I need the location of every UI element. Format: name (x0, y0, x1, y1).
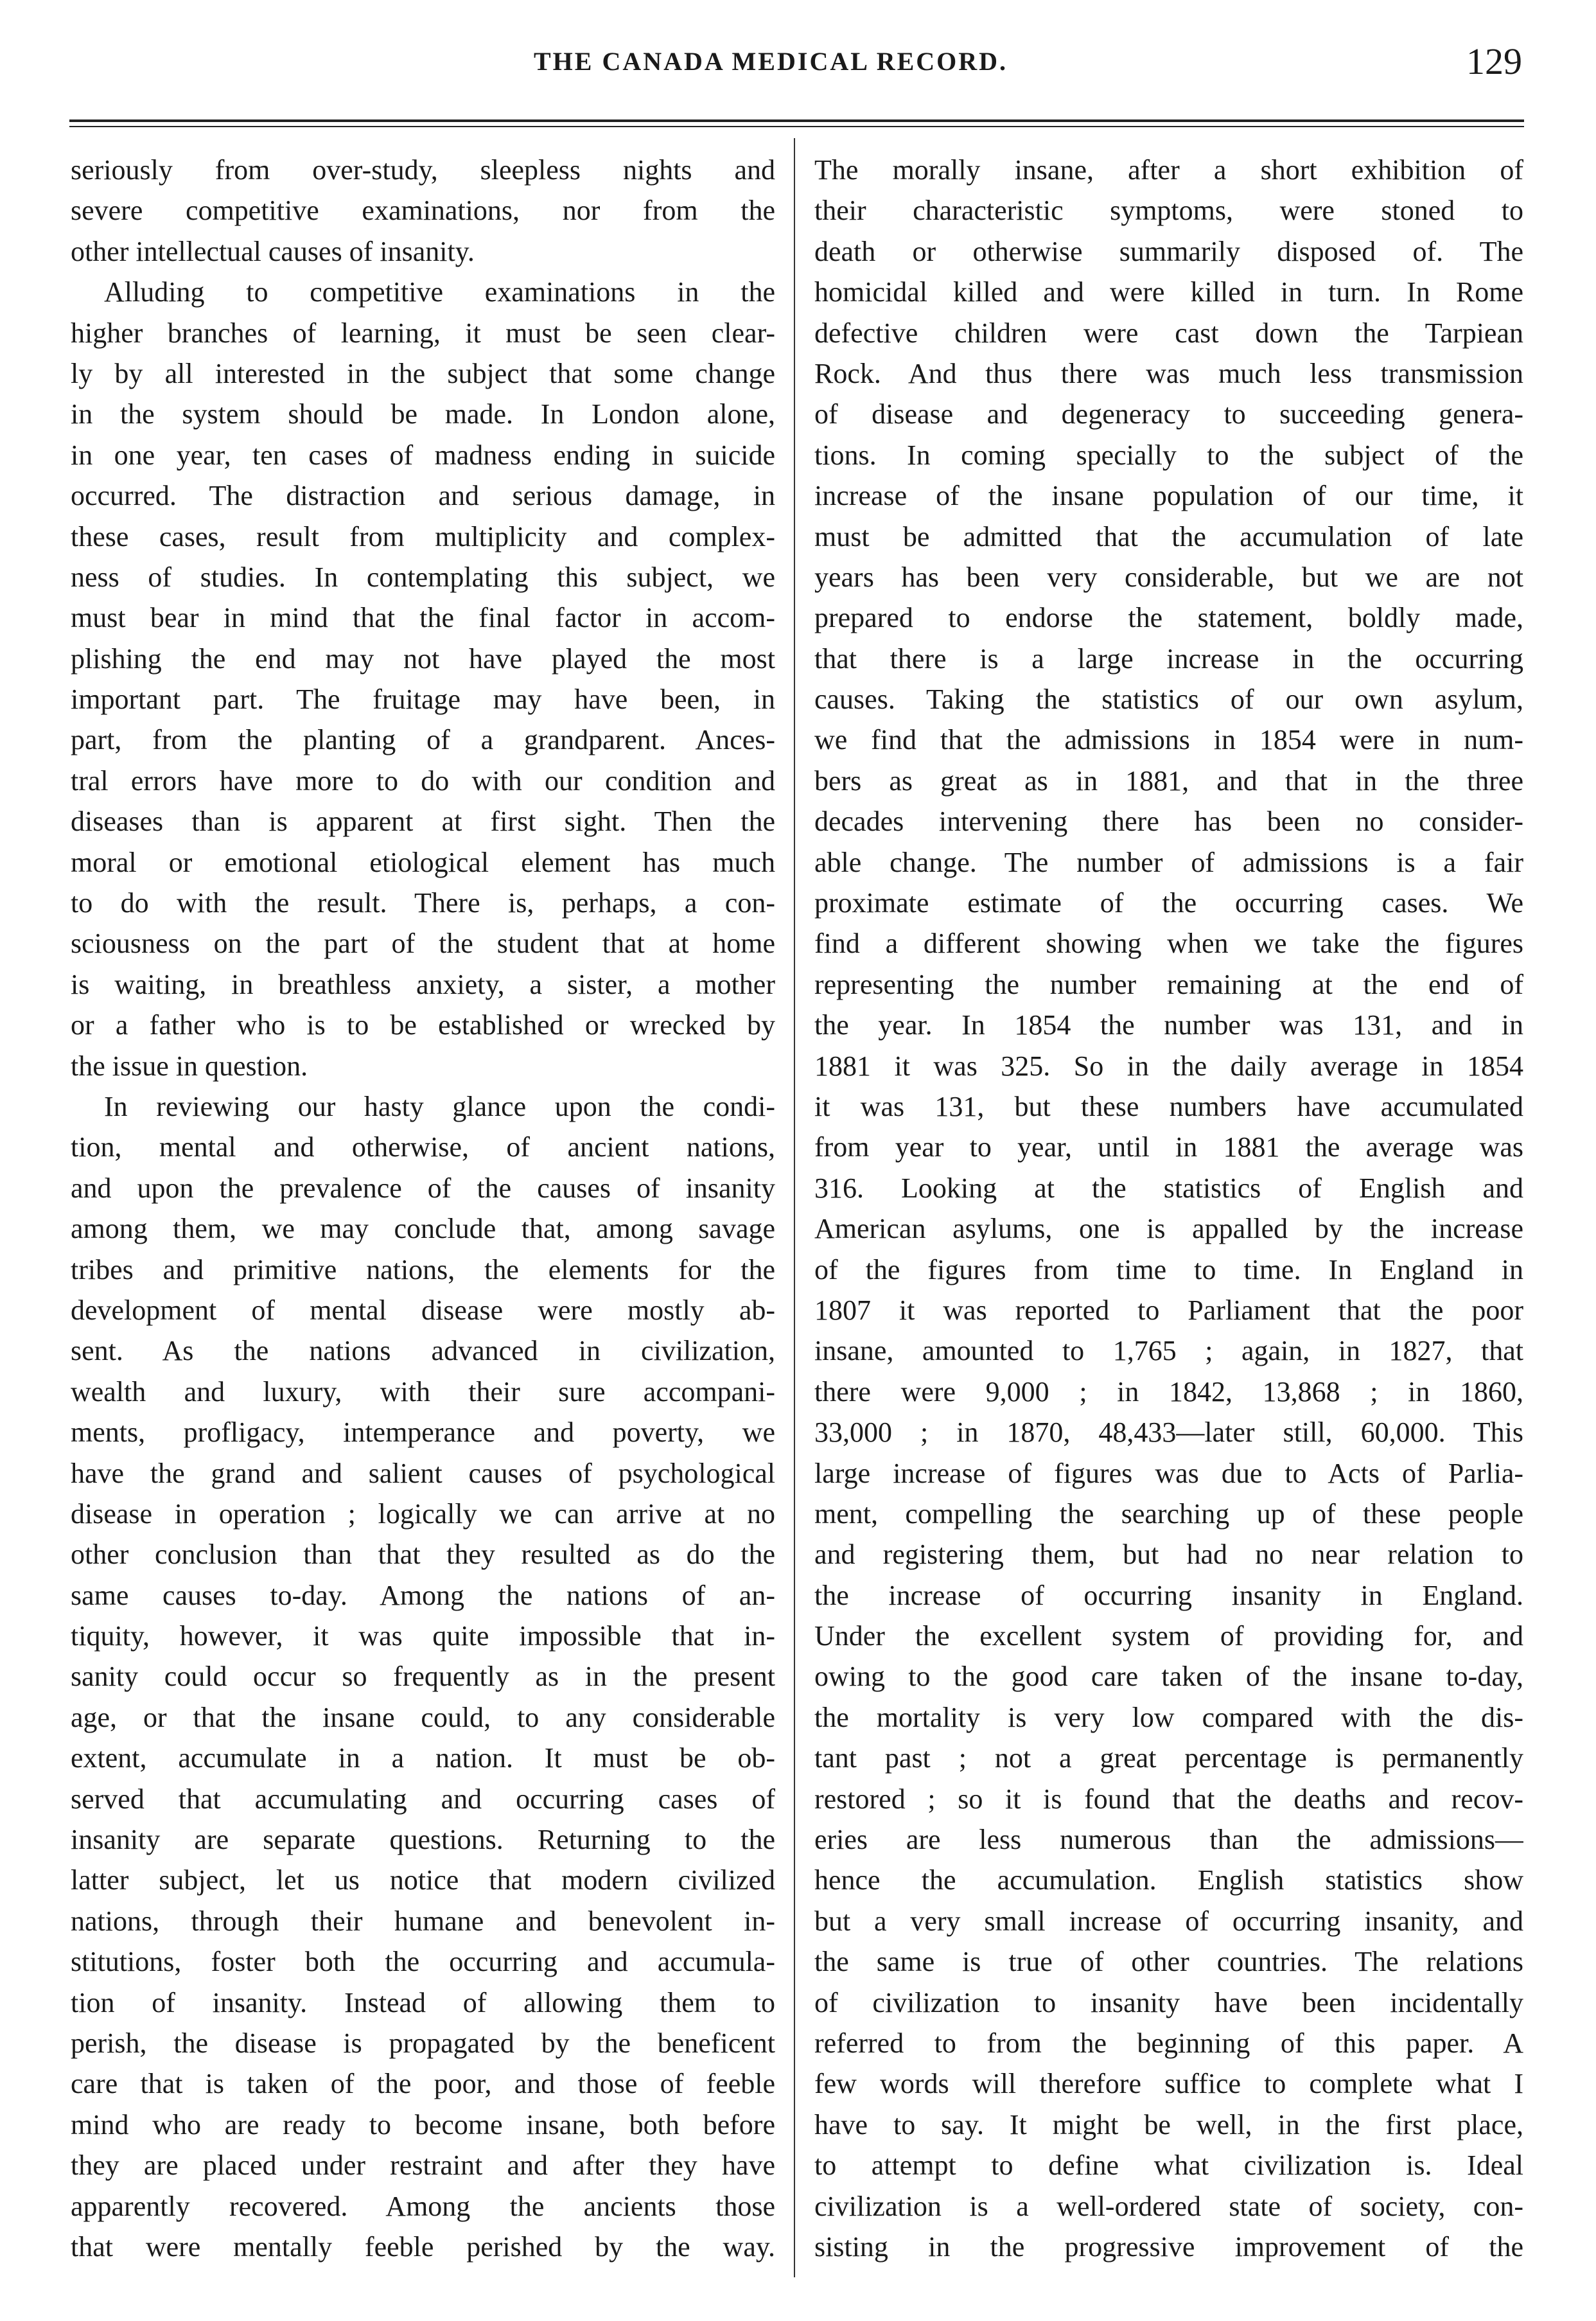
left-column-text-line: diseases than is apparent at first sight. Then the (71, 806, 775, 838)
left-column-text-line: important part. The fruitage may have been, in (71, 684, 775, 716)
right-column-text-line: 1881 it was 325. So in the daily average in 1854 (814, 1050, 1523, 1082)
right-column-text-line: there were 9,000 ; in 1842, 13,868 ; in 1860, (814, 1375, 1523, 1408)
right-column-text-line: prepared to endorse the statement, boldly made, (814, 602, 1523, 634)
left-column-text-line: other conclusion than that they resulted as do the (71, 1539, 775, 1571)
left-column-text-line: served that accumulating and occurring cases of (71, 1783, 775, 1815)
left-column-text-line: same causes to-day. Among the nations of an- (71, 1579, 775, 1611)
left-column-text-line: must bear in mind that the final factor in accom- (71, 602, 775, 634)
right-column-text-line: representing the number remaining at the end of (814, 968, 1523, 1000)
right-column-text-line: causes. Taking the statistics of our own asylum, (814, 684, 1523, 716)
running-head (0, 40, 1596, 91)
right-column-text-line: proximate estimate of the occurring cases. We (814, 887, 1523, 919)
left-column-text-line: In reviewing our hasty glance upon the condi- (104, 1090, 775, 1122)
left-column (71, 150, 775, 2267)
left-column-text-line: and upon the prevalence of the causes of insanity (71, 1172, 775, 1204)
left-column-text-line: is waiting, in breathless anxiety, a sister, a mother (71, 968, 775, 1000)
right-column-text-line: bers as great as in 1881, and that in the three (814, 764, 1523, 797)
right-column-text-line: Under the excellent system of providing for, and (814, 1620, 1523, 1652)
right-column-text-line: 316. Looking at the statistics of English and (814, 1172, 1523, 1204)
left-column-text-line: occurred. The distraction and serious damage, in (71, 480, 775, 512)
right-column-text-line: 33,000 ; in 1870, 48,433—later still, 60,000. This (814, 1416, 1523, 1449)
right-column-text-line: Rock. And thus there was much less transmission (814, 357, 1523, 389)
right-column-text-line: American asylums, one is appalled by the increase (814, 1213, 1523, 1245)
right-column-text-line: insane, amounted to 1,765 ; again, in 1827, that (814, 1335, 1523, 1367)
right-column-text-line: homicidal killed and were killed in turn. In Rome (814, 276, 1523, 308)
left-column-text-line: have the grand and salient causes of psychological (71, 1457, 775, 1489)
left-column-text-line: stitutions, foster both the occurring and accumula- (71, 1946, 775, 1978)
left-column-text-line: care that is taken of the poor, and those of feeble (71, 2068, 775, 2100)
left-column-text-line: tion, mental and otherwise, of ancient nations, (71, 1131, 775, 1163)
left-column-text-line: other intellectual causes of insanity. (71, 235, 475, 267)
right-column-text-line: owing to the good care taken of the insane to-day, (814, 1661, 1523, 1693)
right-column-text-line: the mortality is very low compared with the dis- (814, 1701, 1523, 1733)
left-column-text-line: they are placed under restraint and after they have (71, 2149, 775, 2182)
right-column-text-line: 1807 it was reported to Parliament that the poor (814, 1294, 1523, 1326)
left-column-text-line: age, or that the insane could, to any considerable (71, 1701, 775, 1733)
left-column-text-line: severe competitive examinations, nor from the (71, 195, 775, 227)
right-column-text-line: have to say. It might be well, in the first place, (814, 2108, 1523, 2140)
right-column-text-line: find a different showing when we take the figures (814, 928, 1523, 960)
right-column-text-line: restored ; so it is found that the deaths and recov- (814, 1783, 1523, 1815)
right-column (814, 150, 1523, 2267)
right-column-text-line: increase of the insane population of our time, it (814, 480, 1523, 512)
left-column-text-line: mind who are ready to become insane, both before (71, 2108, 775, 2140)
left-column-text-line: latter subject, let us notice that modern civilized (71, 1864, 775, 1896)
right-column-text-line: sisting in the progressive improvement of the (814, 2230, 1523, 2263)
right-column-text-line: tions. In coming specially to the subject of the (814, 439, 1523, 471)
right-column-text-line: large increase of figures was due to Acts of Parlia- (814, 1457, 1523, 1489)
left-column-text-line: extent, accumulate in a nation. It must be ob- (71, 1742, 775, 1774)
left-column-text-line: ly by all interested in the subject that some change (71, 357, 775, 389)
journal-title: THE CANADA MEDICAL RECORD. (533, 47, 1008, 76)
right-column-text-line: few words will therefore suffice to complete what I (814, 2068, 1523, 2100)
left-column-text-line: part, from the planting of a grandparent. Ances- (71, 724, 775, 756)
left-column-text-line: Alluding to competitive examinations in the (104, 276, 775, 308)
left-column-text-line: the issue in question. (71, 1050, 308, 1082)
right-column-text-line: defective children were cast down the Tarpiean (814, 317, 1523, 349)
right-column-text-line: but a very small increase of occurring insanity, and (814, 1905, 1523, 1937)
left-column-text-line: sent. As the nations advanced in civilization, (71, 1335, 775, 1367)
right-column-text-line: we find that the admissions in 1854 were in num- (814, 724, 1523, 756)
left-column-text-line: nations, through their humane and benevolent in- (71, 1905, 775, 1937)
right-column-text-line: referred to from the beginning of this paper. A (814, 2027, 1523, 2059)
right-column-text-line: must be admitted that the accumulation of late (814, 520, 1523, 552)
left-column-text-line: among them, we may conclude that, among savage (71, 1213, 775, 1245)
left-column-text-line: perish, the disease is propagated by the beneficent (71, 2027, 775, 2059)
left-column-text-line: in one year, ten cases of madness ending in suicide (71, 439, 775, 471)
right-column-text-line: the year. In 1854 the number was 131, and in (814, 1009, 1523, 1041)
left-column-text-line: or a father who is to be established or wrecked by (71, 1009, 775, 1041)
right-column-text-line: years has been very considerable, but we are not (814, 561, 1523, 593)
right-column-text-line: it was 131, but these numbers have accumulated (814, 1090, 1523, 1122)
right-column-text-line: The morally insane, after a short exhibition of (814, 154, 1523, 186)
left-column-text-line: sanity could occur so frequently as in the present (71, 1661, 775, 1693)
right-column-text-line: decades intervening there has been no consider- (814, 806, 1523, 838)
right-column-text-line: and registering them, but had no near relation to (814, 1539, 1523, 1571)
header-rule-thin (69, 126, 1524, 127)
right-column-text-line: from year to year, until in 1881 the average was (814, 1131, 1523, 1163)
left-column-text-line: ness of studies. In contemplating this subject, we (71, 561, 775, 593)
left-column-text-line: ments, profligacy, intemperance and poverty, we (71, 1416, 775, 1449)
left-column-text-line: moral or emotional etiological element has much (71, 846, 775, 878)
left-column-text-line: tion of insanity. Instead of allowing them to (71, 1986, 775, 2018)
left-column-text-line: higher branches of learning, it must be seen clear- (71, 317, 775, 349)
right-column-text-line: civilization is a well-ordered state of society, con- (814, 2190, 1523, 2222)
right-column-text-line: the same is true of other countries. The relations (814, 1946, 1523, 1978)
left-column-text-line: wealth and luxury, with their sure accompani- (71, 1375, 775, 1408)
right-column-text-line: hence the accumulation. English statistics show (814, 1864, 1523, 1896)
right-column-text-line: death or otherwise summarily disposed of. The (814, 235, 1523, 267)
right-column-text-line: to attempt to define what civilization is. Ideal (814, 2149, 1523, 2182)
left-column-text-line: tiquity, however, it was quite impossible that in- (71, 1620, 775, 1652)
right-column-text-line: of civilization to insanity have been incidentally (814, 1986, 1523, 2018)
left-column-text-line: seriously from over-study, sleepless nights and (71, 154, 775, 186)
header-rule-thick (69, 119, 1524, 122)
right-column-text-line: of the figures from time to time. In England in (814, 1253, 1523, 1285)
left-column-text-line: plishing the end may not have played the most (71, 642, 775, 675)
left-column-text-line: tribes and primitive nations, the elements for the (71, 1253, 775, 1285)
left-column-text-line: insanity are separate questions. Returning to the (71, 1824, 775, 1856)
left-column-text-line: tral errors have more to do with our condition and (71, 764, 775, 797)
right-column-text-line: tant past ; not a great percentage is permanently (814, 1742, 1523, 1774)
column-divider (794, 138, 795, 2277)
page-number: 129 (1466, 40, 1522, 82)
right-column-text-line: that there is a large increase in the occurring (814, 642, 1523, 675)
left-column-text-line: apparently recovered. Among the ancients those (71, 2190, 775, 2222)
right-column-text-line: the increase of occurring insanity in England. (814, 1579, 1523, 1611)
right-column-text-line: their characteristic symptoms, were stoned to (814, 195, 1523, 227)
left-column-text-line: that were mentally feeble perished by the way. (71, 2230, 775, 2263)
left-column-text-line: disease in operation ; logically we can arrive at no (71, 1497, 775, 1530)
left-column-text-line: in the system should be made. In London alone, (71, 398, 775, 430)
left-column-text-line: to do with the result. There is, perhaps, a con- (71, 887, 775, 919)
right-column-text-line: of disease and degeneracy to succeeding genera- (814, 398, 1523, 430)
right-column-text-line: eries are less numerous than the admissions— (814, 1824, 1523, 1856)
left-column-text-line: sciousness on the part of the student that at home (71, 928, 775, 960)
right-column-text-line: able change. The number of admissions is a fair (814, 846, 1523, 878)
left-column-text-line: these cases, result from multiplicity and complex- (71, 520, 775, 552)
right-column-text-line: ment, compelling the searching up of these people (814, 1497, 1523, 1530)
left-column-text-line: development of mental disease were mostly ab- (71, 1294, 775, 1326)
